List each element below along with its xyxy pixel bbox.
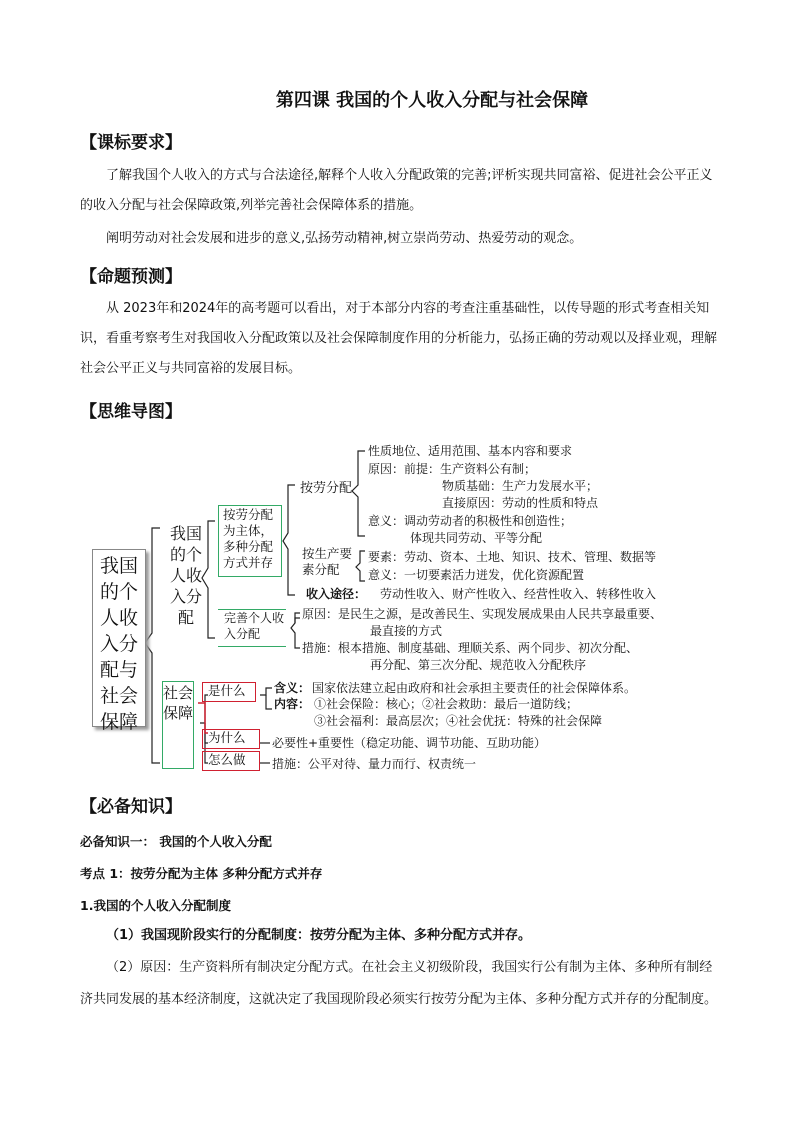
anlao-label: 按劳分配 (300, 481, 353, 496)
wanshan-label: 完善个人收入分配 (224, 611, 285, 641)
knowledge-title: 必备知识一： 我国的个人收入分配 (80, 834, 272, 849)
weishenme-label: 为什么 (208, 730, 246, 745)
shengchan-item: 要素：劳动、资本、土地、知识、技术、管理、数据等 (368, 550, 657, 564)
zenmezuo-label: 怎么做 (208, 752, 246, 767)
b1-label: 我国的个人收入分配 (169, 524, 202, 627)
paragraph: （2）原因：生产资料所有制决定分配方式。在社会主义初级阶段，我国实行公有制为主体、多种所有制经济共同发展的基本经济制度，这就决定了我国现阶段必须实行按劳分配为主体、多种分配方式并存的分配制度。 (80, 960, 718, 1007)
shengchan-item: 意义：一切要素活力迸发，优化资源配置 (368, 568, 585, 582)
shouru-label: 收入途径： (306, 587, 367, 601)
hanyi-label: 含义： (274, 681, 311, 695)
paragraph: 阐明劳动对社会发展和进步的意义,弘扬劳动精神,树立崇尚劳动、热爱劳动的观念。 (106, 231, 583, 246)
zenmezuo-text: 措施：公平对待、量力而行、权责统一 (272, 757, 477, 771)
mind-map (90, 433, 720, 773)
subsection-title: 1.我国的个人收入分配制度 (80, 898, 231, 913)
shengchan-label: 按生产要素分配 (302, 546, 353, 577)
b2-label: 社会保障 (162, 684, 193, 722)
anlao-item: 物质基础：生产力发展水平； (442, 479, 599, 493)
neirong-label: 内容： (274, 697, 311, 711)
page-title: 第四课 我国的个人收入分配与社会保障 (275, 90, 589, 111)
root-label: 我国的个人收入分配与社会保障 (99, 555, 138, 733)
wanshan-item: 措施：根本措施、制度基础、理顺关系、两个同步、初次分配、 (302, 641, 639, 655)
anlao-item: 直接原因：劳动的性质和特点 (442, 496, 599, 510)
heading-kebiao: 【课标要求】 (80, 133, 182, 153)
anlao-item: 体现共同劳动、平等分配 (410, 531, 543, 545)
wanshan-item: 再分配、第三次分配、规范收入分配秩序 (370, 658, 587, 672)
wanshan-item: 原因：是民生之源，是改善民生、实现发展成果由人民共享最重要、 (302, 607, 663, 621)
anlao-item: 性质地位、适用范围、基本内容和要求 (368, 444, 573, 458)
weishenme-text: 必要性+重要性（稳定功能、调节功能、互助功能） (272, 736, 547, 750)
wanshan-item: 最直接的方式 (370, 624, 443, 638)
heading-bibei: 【必备知识】 (80, 797, 182, 817)
anlao-item: 原因：前提：生产资料公有制； (368, 462, 537, 476)
heading-daotu: 【思维导图】 (80, 402, 182, 422)
paragraph: （1）我国现阶段实行的分配制度：按劳分配为主体、多种分配方式并存。 (106, 928, 532, 943)
kaodian-title: 考点 1：按劳分配为主体 多种分配方式并存 (80, 866, 323, 881)
shime-label: 是什么 (208, 683, 246, 698)
paragraph: 了解我国个人收入的方式与合法途径,解释个人收入分配政策的完善;评析实现共同富裕、促进社会公平正义的收入分配与社会保障政策,列举完善社会保障体系的措施。 (80, 168, 713, 213)
neirong-item: ③社会福利：最高层次；④社会优抚：特殊的社会保障 (314, 714, 603, 728)
anlao-item: 意义：调动劳动者的积极性和创造性； (368, 514, 573, 528)
heading-yuce: 【命题预测】 (80, 267, 182, 287)
paragraph: 从 2023年和2024年的高考题可以看出，对于本部分内容的考查注重基础性，以传导题的形式考查相关知识，看重考察考生对我国收入分配政策以及社会保障制度作用的分析能力，弘扬正确的劳动观以及择业观，理解社会公平正义与共同富裕的发展目标。 (80, 301, 718, 376)
b1a-label: 按劳分配为主体，多种分配方式并存 (223, 507, 274, 570)
neirong-item: ①社会保险：核心；②社会救助：最后一道防线； (314, 697, 579, 711)
hanyi-text: 国家依法建立起由政府和社会承担主要责任的社会保障体系。 (312, 681, 637, 695)
shouru-text: 劳动性收入、财产性收入、经营性收入、转移性收入 (380, 587, 657, 601)
